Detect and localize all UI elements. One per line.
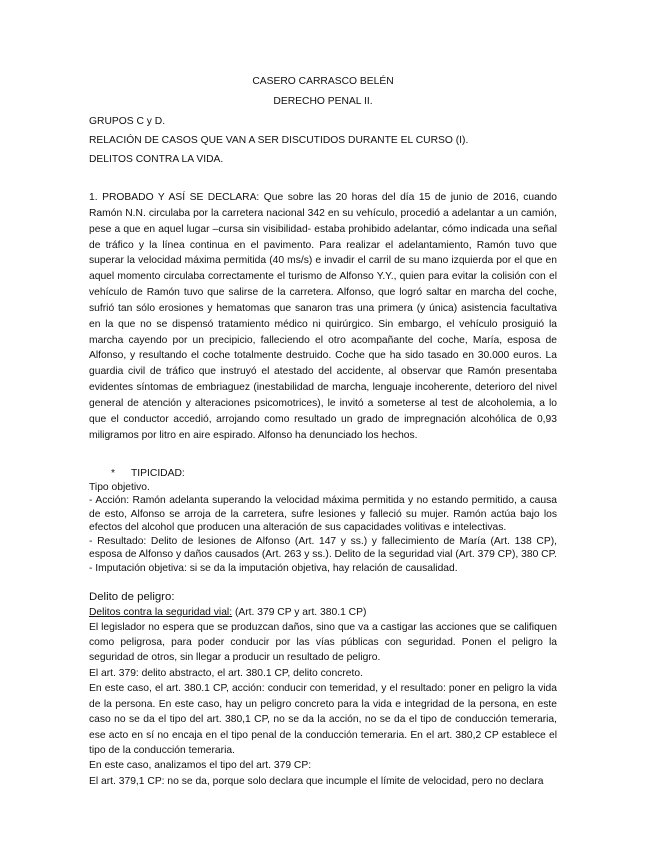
resultado-paragraph: - Resultado: Delito de lesiones de Alfonso (Art. 147 y ss.) y fallecimiento de María (Art. 138 CP), esposa de Alfonso y daños causados (Art. 263 y ss.). Delito de la seguridad vial (Art. 379 CP), 380 CP. [89,535,558,561]
bullet-marker: * [111,467,116,479]
peligro-paragraph-2: El art. 379: delito abstracto, el art. 380.1 CP, delito concreto. [89,667,363,679]
document-body [89,72,557,789]
relation-line: RELACIÓN DE CASOS QUE VAN A SER DISCUTIDOS DURANTE EL CURSO (I). [89,135,469,146]
groups-line: GRUPOS C y D. [89,116,166,127]
delito-peligro-heading: Delito de peligro: [89,590,175,603]
peligro-paragraph-1: El legislador no espera que se produzcan daños, sino que va a castigar las acciones que se califiquen como peligrosa, para poder conducir por las vías públicas con seguridad. Ponen el peligro la seguridad de otros, sin llegar a producir un resultado de peligro. [89,621,557,664]
seguridad-vial-underlined: Delitos contra la seguridad vial: [89,606,233,618]
author-heading: CASERO CARRASCO BELÉN [252,76,394,87]
tipo-objetivo-subtitle: Tipo objetivo. [89,481,150,493]
course-heading: DERECHO PENAL II. [273,96,373,107]
seguridad-vial-articles: (Art. 379 CP y art. 380.1 CP) [232,606,367,618]
peligro-paragraph-4: En este caso, analizamos el tipo del art. 379 CP: [89,760,312,772]
topic-line: DELITOS CONTRA LA VIDA. [89,154,224,165]
tipicidad-title: TIPICIDAD: [131,467,185,479]
accion-paragraph: - Acción: Ramón adelanta superando la velocidad máxima permitida y no estando permitido, a causa de esto, Alfonso se arroja de la carretera, sufre lesiones y falleció su mujer. Ramón actúa bajo los efectos del alcohol que producen una alteración de sus capacidades volitivas e intelectivas. [89,495,557,534]
imputacion-paragraph: - Imputación objetiva: si se da la imputación objetiva, hay relación de causalidad. [89,563,458,575]
seguridad-vial-heading [89,605,557,620]
peligro-paragraph-5: El art. 379,1 CP: no se da, porque solo declara que incumple el límite de velocidad, pero no declara [89,775,544,787]
case-1-statement: 1. PROBADO Y ASÍ SE DECLARA: Que sobre las 20 horas del día 15 de junio de 2016, cuando Ramón N.N. circulaba por la carretera nacional 342 en su vehículo, procedió a adelantar a un camión, pese a que en aquel lugar –cursa sin visibilidad- estaba prohibido adelantar, cómo indicada una señal de tráfico y la línea continua en el pavimento. Para realizar el adelantamiento, Ramón tuvo que superar la velocidad máxima permitida (40 ms/s) e invadir el carril de su mano izquierda por el que en aquel momento circulaba correctamente el turismo de Alfonso Y.Y., quien para evitar la colisión con el vehículo de Ramón tuvo que salirse de la carretera. Alfonso, que logró saltar en marcha del coche, sufrió tan sólo erosiones y hematomas que sanaron tras una primera (y única) asistencia facultativa en la que no se dispensó tratamiento médico ni quirúrgico. Sin embargo, el vehículo prosiguió la marcha cayendo por un precipicio, falleciendo el otro acompañante del coche, María, esposa de Alfonso, y resultando el coche totalmente destruido. Coche que ha sido tasado en 30.000 euros. La guardia civil de tráfico que instruyó el atestado del accidente, al observar que Ramón presentaba evidentes síntomas de embriaguez (inestabilidad de marcha, lenguaje incoherente, deterioro del nivel general de atención y alteraciones psicomotrices), le invitó a someterse al test de alcoholemia, a lo que el conductor accedió, arrojando como resultado un grado de impregnación alcohólica de 0,93 miligramos por litro en aire espirado. Alfonso ha denunciado los hechos. [89,192,557,441]
peligro-paragraph-3: En este caso, el art. 380.1 CP, acción: conducir con temeridad, y el resultado: poner en peligro la vida de la persona. En este caso, hay un peligro concreto para la vida e integridad de la persona, en este caso no se da el tipo del art. 380,1 CP, no se da la acción, no se da el tipo de conducción temeraria, ese acto en sí no encaja en el tipo penal de la conducción temeraria. En el art. 380,2 CP establece el tipo de la conducción temeraria. [89,683,557,756]
tipicidad-heading [89,467,557,481]
